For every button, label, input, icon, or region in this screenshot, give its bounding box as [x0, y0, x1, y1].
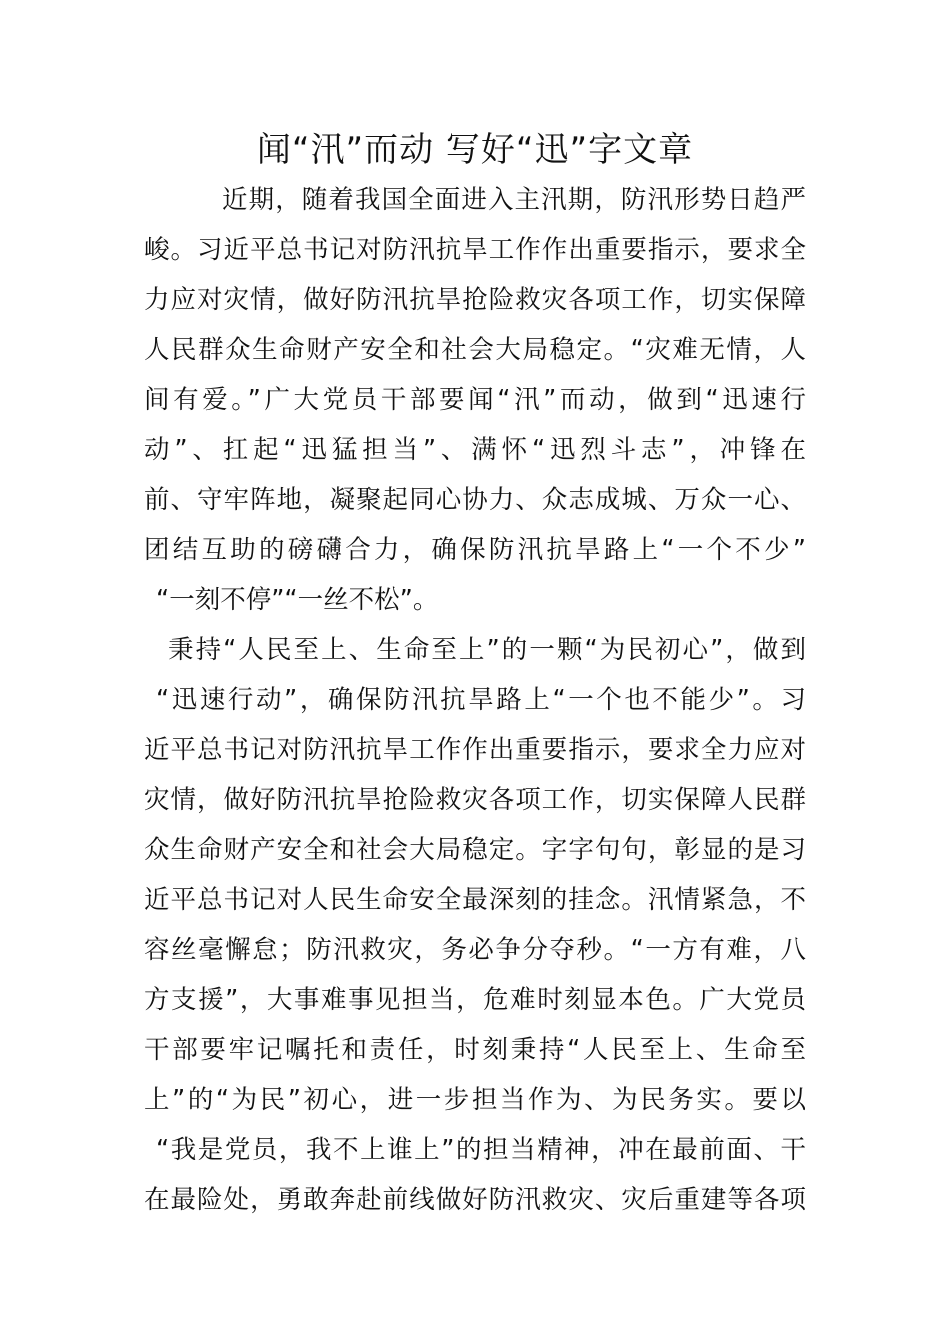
paragraph-line: 容丝毫懈怠；防汛救灾，务必争分夺秒。“一方有难，八 [144, 935, 806, 965]
paragraph-line: 秉持“人民至上、生命至上”的一颗“为民初心”，做到 [168, 635, 806, 665]
paragraph-line: “我是党员，我不上谁上”的担当精神，冲在最前面、干 [156, 1135, 806, 1165]
paragraph-line: “一刻不停”“一丝不松”。 [156, 585, 439, 615]
paragraph-line: 人民群众生命财产安全和社会大局稳定。“灾难无情，人 [144, 335, 806, 365]
paragraph-line: 前、守牢阵地，凝聚起同心协力、众志成城、万众一心、 [144, 485, 806, 515]
paragraph-line: 力应对灾情，做好防汛抗旱抢险救灾各项工作，切实保障 [144, 285, 806, 315]
paragraph-line: 灾情，做好防汛抗旱抢险救灾各项工作，切实保障人民群 [144, 785, 806, 815]
paragraph-line: 近期，随着我国全面进入主汛期，防汛形势日趋严 [222, 185, 806, 215]
paragraph-line: “迅速行动”，确保防汛抗旱路上“一个也不能少”。习 [156, 685, 806, 715]
paragraph-line: 在最险处，勇敢奔赴前线做好防汛救灾、灾后重建等各项 [144, 1185, 806, 1215]
document-title: 闻“汛”而动 写好“迅”字文章 [256, 130, 694, 170]
paragraph-line: 峻。习近平总书记对防汛抗旱工作作出重要指示，要求全 [144, 235, 806, 265]
paragraph-line: 众生命财产安全和社会大局稳定。字字句句，彰显的是习 [144, 835, 806, 865]
paragraph-line: 方支援”，大事难事见担当，危难时刻显本色。广大党员 [144, 985, 806, 1015]
paragraph-line: 间有爱。”广大党员干部要闻“汛”而动，做到“迅速行 [144, 385, 806, 415]
paragraph-line: 近平总书记对人民生命安全最深刻的挂念。汛情紧急，不 [144, 885, 806, 915]
paragraph-line: 近平总书记对防汛抗旱工作作出重要指示，要求全力应对 [144, 735, 806, 765]
paragraph-line: 干部要牢记嘱托和责任，时刻秉持“人民至上、生命至 [144, 1035, 806, 1065]
paragraph-line: 动”、扛起“迅猛担当”、满怀“迅烈斗志”，冲锋在 [144, 435, 806, 465]
paragraph-line: 团结互助的磅礴合力，确保防汛抗旱路上“一个不少” [144, 535, 806, 565]
paragraph-line: 上”的“为民”初心，进一步担当作为、为民务实。要以 [144, 1085, 806, 1115]
